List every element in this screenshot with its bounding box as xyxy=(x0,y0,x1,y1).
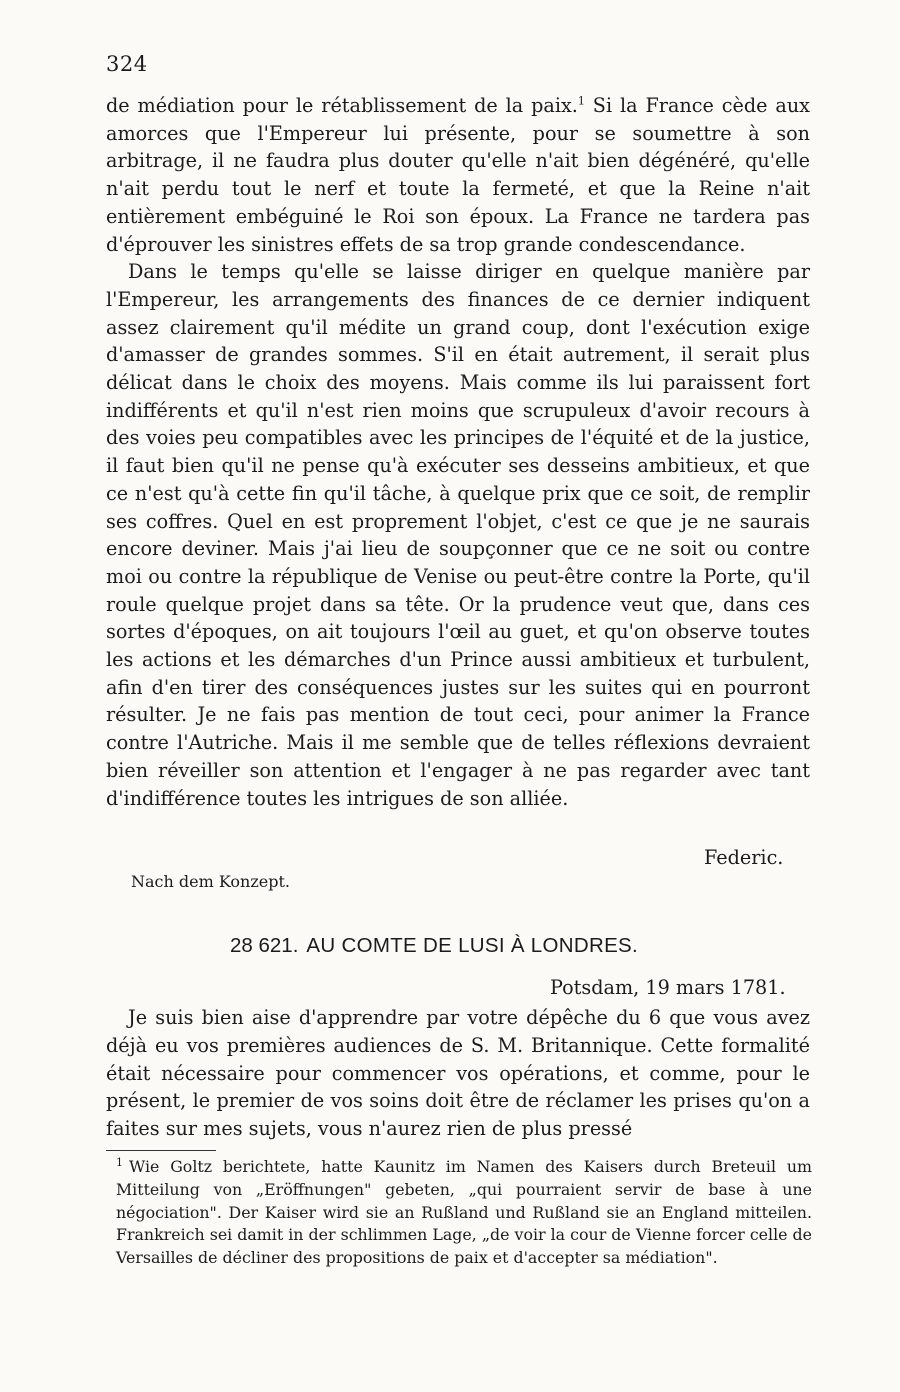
letter-title: AU COMTE DE LUSI À LONDRES. xyxy=(306,934,639,957)
footnote-mark: 1 xyxy=(116,1155,123,1169)
footnote xyxy=(116,1156,812,1270)
paragraph-1-rest: Si la France cède aux amorces que l'Empereur lui présente, pour se soumettre à son arbitrage, il ne faudra plus douter qu'elle n'ait bien dégénéré, qu'elle n'ait perdu tout le nerf et toute la fermeté, et que la Reine n'ait entièrement embéguiné le Roi son époux. La France ne tardera pas d'éprouver les sinistres effets de sa trop grande condescendance. xyxy=(106,94,811,256)
page-number: 324 xyxy=(106,52,148,76)
letter-heading xyxy=(230,934,710,958)
footnote-text: Wie Goltz berichtete, hatte Kaunitz im Namen des Kaisers durch Breteuil um Mitteilung von „Eröffnungen" gebeten, „qui pourraient servir de base à une négociation". Der Kaiser wird sie an Rußland und Rußland sie an England mitteilen. Frankreich sei damit in der schlimmen Lage, „de voir la cour de Vienne forcer celle de Versailles de décliner des propositions de paix et d'accepter sa médiation". xyxy=(116,1157,812,1268)
letter-paragraph: Je suis bien aise d'apprendre par votre dépêche du 6 que vous avez déjà eu vos premières audiences de S. M. Britannique. Cette formalité était nécessaire pour commencer vos opérations, et comme, pour le présent, le premier de vos soins doit être de réclamer les prises qu'on a faites sur mes sujets, vous n'aurez rien de plus pressé xyxy=(106,1006,810,1141)
footnote-paragraph xyxy=(116,1156,812,1270)
letter-number: 28 621. xyxy=(230,934,299,957)
paragraph-1 xyxy=(106,92,810,258)
paragraph-2: Dans le temps qu'elle se laisse diriger en quelque manière par l'Empereur, les arrangements des finances de ce dernier indiquent assez clairement qu'il médite un grand coup, dont l'exécution exige d'amasser de grandes sommes. S'il en était autrement, il serait plus délicat dans le choix des moyens. Mais comme ils lui paraissent fort indifférents et qu'il n'est rien moins que scrupuleux d'avoir recours à des voies peu compatibles avec les principes de l'équité et de la justice, il faut bien qu'il ne pense qu'à exécuter ses desseins ambitieux, et que ce n'est qu'à cette fin qu'il tâche, à quelque prix que ce soit, de remplir ses coffres. Quel en est proprement l'objet, c'est ce que je ne saurais encore deviner. Mais j'ai lieu de soupçonner que ce ne soit ou contre moi ou contre la république de Venise ou peut-être contre la Porte, qu'il roule quelque projet dans sa tête. Or la prudence veut que, dans ces sortes d'époques, on ait toujours l'œil au guet, et qu'on observe toutes les actions et les démarches d'un Prince aussi ambitieux et turbulent, afin d'en tirer des conséquences justes sur les suites qui en pourront résulter. Je ne fais pas mention de tout ceci, pour animer la France contre l'Autriche. Mais il me semble que de telles réflexions devraient bien réveiller son attention et l'engager à ne pas regarder avec tant d'indifférence toutes les intrigues de son alliée. xyxy=(106,260,810,810)
footnote-reference[interactable]: 1 xyxy=(577,94,585,108)
body-text xyxy=(106,92,810,812)
letter-dateline: Potsdam, 19 mars 1781. xyxy=(550,976,786,999)
footnote-rule xyxy=(106,1150,216,1151)
source-note: Nach dem Konzept. xyxy=(131,872,290,891)
signature: Federic. xyxy=(704,846,784,869)
letter-text xyxy=(106,1004,810,1143)
paragraph-1-start: de médiation pour le rétablissement de la paix. xyxy=(106,94,578,117)
